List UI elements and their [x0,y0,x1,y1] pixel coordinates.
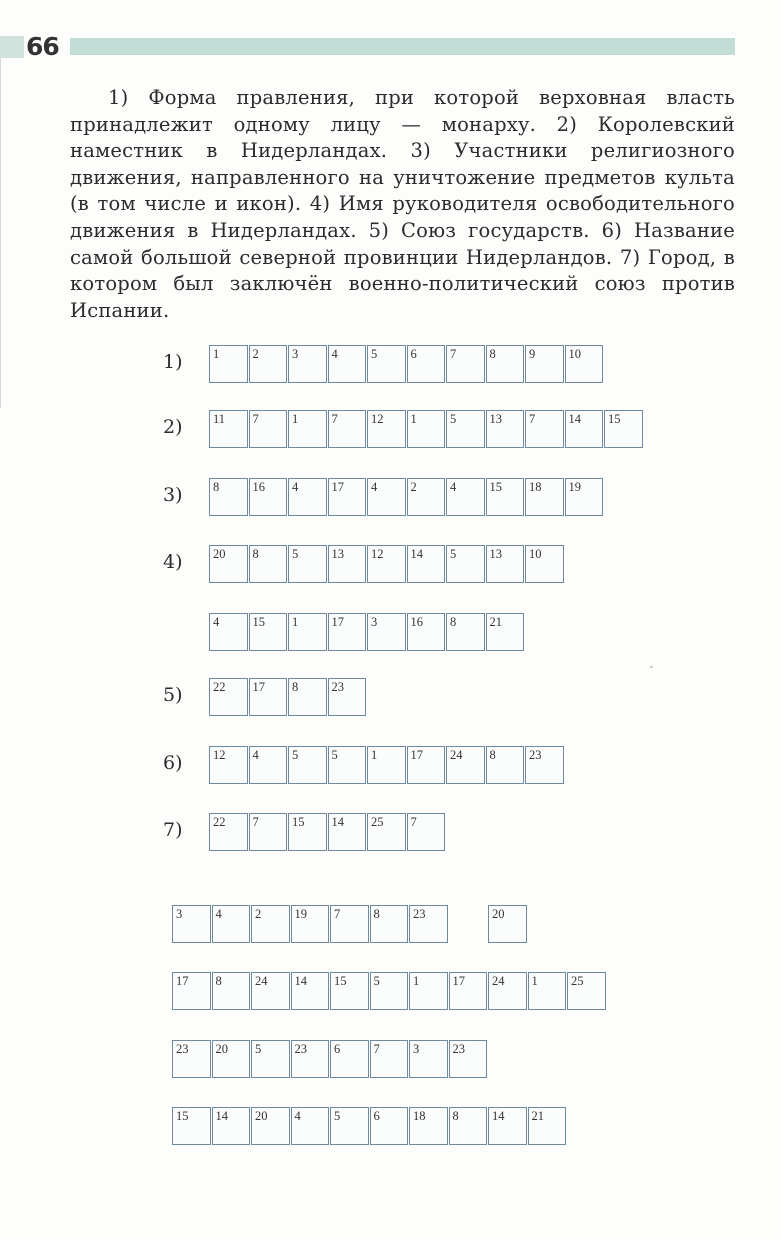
cell-number: 21 [531,1109,544,1123]
grid-cell[interactable] [291,972,330,1010]
cell-number: 15 [252,615,265,629]
cell-number: 4 [450,480,457,494]
cell-number: 23 [529,748,542,762]
grid-cell[interactable] [212,972,251,1010]
grid-cell[interactable] [525,746,564,784]
cell-number: 24 [492,974,505,988]
grid-cell[interactable] [288,410,327,448]
grid-cell[interactable] [488,905,527,943]
cell-number: 5 [450,547,457,561]
cell-number: 4 [292,480,299,494]
cell-number: 1 [371,748,378,762]
grid-cell[interactable] [446,410,485,448]
grid-cell[interactable] [172,972,211,1010]
margin-line [0,58,1,408]
cell-number: 7 [410,815,417,829]
grid-cell[interactable] [449,972,488,1010]
cell-number: 12 [371,547,384,561]
grid-cell[interactable] [407,613,446,651]
grid-cell[interactable] [409,972,448,1010]
grid-cell[interactable] [407,545,446,583]
row-label: 2) [163,416,183,438]
cell-number: 13 [489,547,502,561]
cell-number: 20 [213,547,226,561]
grid-cell[interactable] [212,905,251,943]
cell-number: 7 [529,412,536,426]
grid-cell[interactable] [367,545,406,583]
grid-cell[interactable] [209,678,248,716]
cell-number: 22 [213,815,226,829]
grid-cell[interactable] [249,613,288,651]
cell-number: 8 [213,480,220,494]
cell-number: 23 [294,1042,307,1056]
grid-cell[interactable] [172,1107,211,1145]
row-label: 6) [163,752,183,774]
grid-cell[interactable] [367,746,406,784]
grid-cell[interactable] [328,746,367,784]
cell-number: 8 [252,547,259,561]
grid-cell[interactable] [209,345,248,383]
cell-number: 10 [568,347,581,361]
cell-number: 4 [331,347,338,361]
grid-cell[interactable] [488,972,527,1010]
cell-number: 15 [334,974,347,988]
cell-number: 20 [215,1042,228,1056]
cell-number: 17 [176,974,189,988]
grid-cell[interactable] [488,1107,527,1145]
grid-cell[interactable] [449,1107,488,1145]
cell-number: 16 [252,480,265,494]
cell-number: 21 [489,615,502,629]
cell-number: 6 [373,1109,380,1123]
cell-number: 24 [255,974,268,988]
grid-cell[interactable] [249,345,288,383]
cell-number: 13 [489,412,502,426]
cell-number: 23 [452,1042,465,1056]
cell-number: 1 [413,974,420,988]
cell-number: 19 [294,907,307,921]
grid-cell[interactable] [328,345,367,383]
grid-cell[interactable] [291,905,330,943]
cell-number: 22 [213,680,226,694]
cell-number: 7 [252,412,259,426]
cell-number: 20 [255,1109,268,1123]
grid-cell[interactable] [367,345,406,383]
cell-number: 7 [252,815,259,829]
grid-cell[interactable] [446,345,485,383]
cell-number: 18 [529,480,542,494]
grid-cell[interactable] [486,478,525,516]
cell-number: 13 [331,547,344,561]
cell-number: 15 [489,480,502,494]
grid-cell[interactable] [409,1107,448,1145]
cell-number: 23 [176,1042,189,1056]
grid-cell[interactable] [328,813,367,851]
cell-number: 3 [413,1042,420,1056]
grid-cell[interactable] [330,972,369,1010]
grid-cell[interactable] [525,545,564,583]
grid-cell[interactable] [249,545,288,583]
grid-cell[interactable] [449,1040,488,1078]
cell-number: 17 [252,680,265,694]
grid-cell[interactable] [249,678,288,716]
grid-cell[interactable] [251,905,290,943]
cell-number: 16 [410,615,423,629]
grid-cell[interactable] [486,345,525,383]
cell-number: 6 [410,347,417,361]
grid-cell[interactable] [212,1040,251,1078]
grid-cell[interactable] [209,746,248,784]
cell-number: 6 [334,1042,341,1056]
cell-number: 7 [450,347,457,361]
cell-number: 1 [410,412,417,426]
grid-cell[interactable] [249,813,288,851]
grid-cell[interactable] [328,478,367,516]
cell-number: 7 [334,907,341,921]
cell-number: 3 [292,347,299,361]
cell-number: 14 [294,974,307,988]
grid-cell[interactable] [209,410,248,448]
cell-number: 14 [568,412,581,426]
cell-number: 4 [215,907,222,921]
grid-cell[interactable] [486,746,525,784]
cell-number: 8 [292,680,299,694]
grid-cell[interactable] [525,410,564,448]
grid-cell[interactable] [367,478,406,516]
grid-cell[interactable] [407,746,446,784]
cell-number: 9 [529,347,536,361]
grid-cell[interactable] [367,813,406,851]
grid-cell[interactable] [209,813,248,851]
cell-number: 5 [371,347,378,361]
cell-number: 8 [373,907,380,921]
grid-cell[interactable] [446,613,485,651]
cell-number: 5 [255,1042,262,1056]
grid-cell[interactable] [209,478,248,516]
grid-cell[interactable] [212,1107,251,1145]
cell-number: 17 [410,748,423,762]
grid-cell[interactable] [328,678,367,716]
cell-number: 8 [450,615,457,629]
grid-cell[interactable] [291,1107,330,1145]
cell-number: 4 [371,480,378,494]
grid-cell[interactable] [288,478,327,516]
grid-cell[interactable] [330,905,369,943]
grid-cell[interactable] [370,972,409,1010]
cell-number: 5 [334,1109,341,1123]
cell-number: 4 [213,615,220,629]
cell-number: 4 [252,748,259,762]
cell-number: 1 [531,974,538,988]
grid-cell[interactable] [407,478,446,516]
cell-number: 25 [571,974,584,988]
cell-number: 14 [492,1109,505,1123]
header-left-bar [0,36,24,58]
cell-number: 15 [608,412,621,426]
cell-number: 14 [331,815,344,829]
grid-cell[interactable] [528,972,567,1010]
grid-cell[interactable] [288,613,327,651]
grid-cell[interactable] [251,1040,290,1078]
cell-number: 8 [215,974,222,988]
cell-number: 5 [450,412,457,426]
grid-cell[interactable] [288,345,327,383]
cell-number: 8 [489,347,496,361]
cell-number: 24 [450,748,463,762]
grid-cell[interactable] [407,410,446,448]
grid-cell[interactable] [251,972,290,1010]
grid-cell[interactable] [486,545,525,583]
cell-number: 1 [292,412,299,426]
cell-number: 14 [410,547,423,561]
page-header [0,32,735,61]
cell-number: 15 [176,1109,189,1123]
grid-cell[interactable] [370,1107,409,1145]
grid-cell[interactable] [249,410,288,448]
grid-cell[interactable] [604,410,643,448]
grid-cell[interactable] [565,345,604,383]
cell-number: 8 [452,1109,459,1123]
grid-cell[interactable] [370,905,409,943]
cell-number: 7 [373,1042,380,1056]
row-label: 5) [163,684,183,706]
grid-cell[interactable] [525,345,564,383]
cell-number: 17 [331,615,344,629]
grid-cell[interactable] [446,478,485,516]
cell-number: 11 [213,412,226,426]
grid-cell[interactable] [209,613,248,651]
grid-cell[interactable] [565,410,604,448]
cell-number: 17 [452,974,465,988]
row-label: 3) [163,484,183,506]
cell-number: 19 [568,480,581,494]
scan-speck [650,666,653,668]
grid-cell[interactable] [288,813,327,851]
grid-cell[interactable] [328,410,367,448]
grid-cell[interactable] [328,613,367,651]
grid-cell[interactable] [409,905,448,943]
cell-number: 18 [413,1109,426,1123]
cell-number: 2 [252,347,259,361]
cell-number: 10 [529,547,542,561]
grid-cell[interactable] [446,746,485,784]
grid-cell[interactable] [367,410,406,448]
grid-cell[interactable] [288,545,327,583]
grid-cell[interactable] [288,746,327,784]
page-number: 66 [26,32,59,61]
grid-cell[interactable] [249,746,288,784]
cell-number: 8 [489,748,496,762]
grid-cell[interactable] [370,1040,409,1078]
grid-cell[interactable] [367,613,406,651]
clue-text: 1) Форма правления, при которой верховная власть принадлежит одному лицу — монарху. 2) Королевский наместник в Нидерландах. 3) Участники религиозного движения, направленного на уничтожение предметов культа (в том числе и икон). 4) Имя руководителя освободительного движения в Нидерландах. 5) Союз государств. 6) Название самой большой северной провинции Нидерландов. 7) Город, в котором был заключён военно-политический союз против Испании. [70,86,735,322]
grid-cell[interactable] [330,1040,369,1078]
cell-number: 14 [215,1109,228,1123]
row-label: 4) [163,551,183,573]
cell-number: 25 [371,815,384,829]
cell-number: 2 [255,907,262,921]
cell-number: 17 [331,480,344,494]
cell-number: 23 [413,907,426,921]
grid-cell[interactable] [330,1107,369,1145]
grid-cell[interactable] [291,1040,330,1078]
cell-number: 5 [292,547,299,561]
row-label: 7) [163,819,183,841]
grid-cell[interactable] [407,813,446,851]
cell-number: 5 [373,974,380,988]
cell-number: 2 [410,480,417,494]
grid-cell[interactable] [172,1040,211,1078]
cell-number: 1 [213,347,220,361]
cell-number: 5 [331,748,338,762]
row-label: 1) [163,351,183,373]
grid-cell[interactable] [409,1040,448,1078]
grid-cell[interactable] [565,478,604,516]
cell-number: 12 [213,748,226,762]
cell-number: 23 [331,680,344,694]
grid-cell[interactable] [328,545,367,583]
cell-number: 4 [294,1109,301,1123]
header-bar [70,38,735,55]
grid-cell[interactable] [528,1107,567,1145]
grid-cell[interactable] [249,478,288,516]
grid-cell[interactable] [288,678,327,716]
grid-cell[interactable] [525,478,564,516]
grid-cell[interactable] [486,410,525,448]
grid-cell[interactable] [446,545,485,583]
grid-cell[interactable] [172,905,211,943]
cell-number: 5 [292,748,299,762]
cell-number: 15 [292,815,305,829]
grid-cell[interactable] [251,1107,290,1145]
cell-number: 1 [292,615,299,629]
grid-cell[interactable] [486,613,525,651]
grid-cell[interactable] [407,345,446,383]
cell-number: 7 [331,412,338,426]
cell-number: 3 [176,907,183,921]
cell-number: 12 [371,412,384,426]
cell-number: 20 [492,907,505,921]
cell-number: 3 [371,615,378,629]
grid-cell[interactable] [209,545,248,583]
grid-cell[interactable] [567,972,606,1010]
